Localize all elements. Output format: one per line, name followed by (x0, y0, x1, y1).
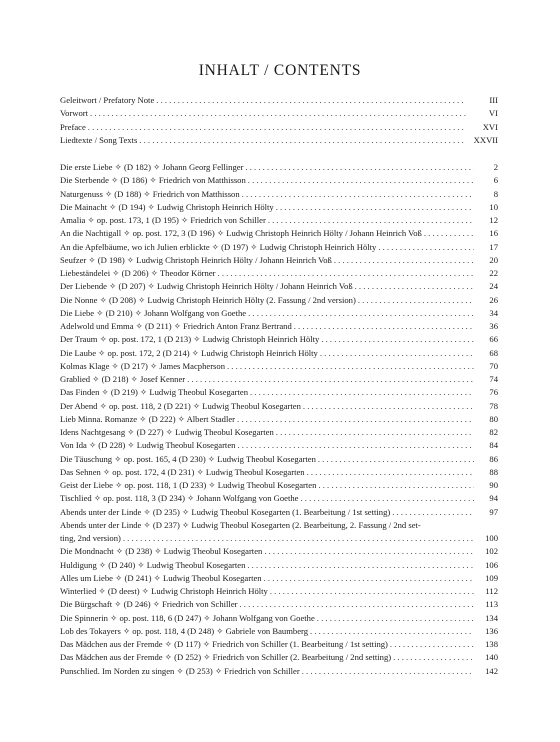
entry-title: Das Sehnen ✧ op. post. 172, 4 (D 231) ✧ Ludwig Theobul Kosegarten (60, 466, 305, 477)
entry-title: Seufzer ✧ (D 198) ✧ Ludwig Christoph Heinrich Hölty / Johann Heinrich Voß (60, 254, 332, 265)
page-number: 36 (489, 321, 498, 331)
dot-leader (276, 426, 474, 439)
toc-entry (60, 506, 498, 519)
page-number: 78 (489, 400, 498, 411)
toc-entry (60, 598, 498, 611)
toc-entry (60, 453, 498, 466)
dot-leader (355, 280, 474, 293)
entry-title: Liebeständelei ✧ (D 206) ✧ Theodor Körner (60, 268, 216, 278)
page-number: 94 (489, 493, 498, 504)
dot-leader (247, 559, 474, 572)
page-number: 113 (485, 599, 498, 610)
entry-title: Alles um Liebe ✧ (D 241) ✧ Ludwig Theobul Kosegarten (60, 572, 262, 583)
entry-title: Preface (60, 121, 86, 132)
page-number: 112 (485, 586, 498, 596)
dot-leader (218, 267, 474, 280)
toc-entry (60, 638, 498, 651)
entry-title: Vorwort (60, 108, 89, 119)
toc-entry (60, 400, 498, 413)
page-number: 20 (489, 254, 498, 265)
toc-entry (60, 651, 498, 664)
page-number: 16 (489, 228, 498, 239)
toc-entry (60, 625, 498, 638)
entry-title: Die Mainacht ✧ (D 194) ✧ Ludwig Christoph Heinrich Hölty (60, 201, 274, 212)
page-number: 6 (493, 175, 498, 186)
entry-title: Punschlied. Im Norden zu singen ✧ (D 253) ✧ Friedrich von Schiller (60, 665, 300, 676)
page-number: 2 (493, 162, 498, 172)
dot-leader (424, 227, 474, 240)
dot-leader (270, 585, 474, 598)
entry-title: Die erste Liebe ✧ (D 182) ✧ Johann Georg Fellinger (60, 162, 244, 172)
dot-leader (310, 625, 474, 638)
page-number: 100 (485, 533, 498, 543)
dot-leader (123, 532, 474, 545)
page-number: 34 (489, 307, 498, 318)
entry-title: Von Ida ✧ (D 228) ✧ Ludwig Theobul Kosegarten (60, 440, 236, 451)
toc-entry (60, 492, 498, 505)
dot-leader (321, 333, 474, 346)
dot-leader (294, 320, 474, 333)
entry-title: Der Traum ✧ op. post. 172, 1 (D 213) ✧ Ludwig Christoph Heinrich Hölty (60, 334, 320, 345)
toc-entry (60, 413, 498, 426)
toc-entry (60, 479, 498, 492)
dot-leader (264, 572, 474, 585)
dot-leader (88, 121, 466, 134)
toc-entry (60, 254, 498, 267)
entry-title: Geist der Liebe ✧ op. post. 118, 1 (D 233) ✧ Ludwig Theobul Kosegarten (60, 480, 317, 490)
toc-entry (60, 386, 498, 399)
dot-leader (248, 307, 474, 320)
toc-entry (60, 94, 498, 107)
page-number: 24 (489, 281, 498, 292)
entry-title: Abends unter der Linde ✧ (D 237) ✧ Ludwig Theobul Kosegarten (2. Bearbeitung, 2. Fassung / 2nd set- (60, 519, 421, 530)
toc-entry (60, 161, 498, 174)
toc-entry (60, 532, 498, 545)
toc-entry (60, 347, 498, 360)
entry-title: An die Nachtigall ✧ op. post. 172, 3 (D 196) ✧ Ludwig Christoph Heinrich Hölty / Johann Heinrich Voß (60, 228, 422, 239)
toc-entry (60, 559, 498, 572)
page-number: XXVII (473, 134, 498, 145)
entry-title: Der Abend ✧ op. post. 118, 2 (D 221) ✧ Ludwig Theobul Kosegarten (60, 400, 301, 411)
dot-leader (334, 254, 474, 267)
toc-entry (60, 466, 498, 479)
dot-leader (303, 400, 474, 413)
dot-leader (264, 545, 474, 558)
toc-entry (60, 665, 498, 678)
entry-title: Die Nonne ✧ (D 208) ✧ Ludwig Christoph Heinrich Hölty (2. Fassung / 2nd version) (60, 294, 356, 305)
toc-entry (60, 307, 498, 320)
entry-title: Abends unter der Linde ✧ (D 235) ✧ Ludwig Theobul Kosegarten (1. Bearbeitung / 1st setting) (60, 506, 391, 517)
toc-entry (60, 267, 498, 280)
dot-leader (227, 360, 474, 373)
entry-title: Die Laube ✧ op. post. 172, 2 (D 214) ✧ Ludwig Christoph Heinrich Hölty (60, 347, 318, 358)
dot-leader (276, 201, 474, 214)
toc-entry (60, 107, 498, 120)
page-number: 82 (489, 427, 498, 437)
dot-leader (268, 214, 474, 227)
entry-title: Winterlied ✧ (D deest) ✧ Ludwig Christoph Heinrich Hölty (60, 586, 268, 596)
entry-title: Liedtexte / Song Texts (60, 134, 138, 145)
dot-leader (300, 492, 474, 505)
dot-leader (90, 107, 466, 120)
page-number: 138 (485, 639, 498, 649)
page-number: 68 (489, 347, 498, 358)
front-matter-list (60, 94, 498, 147)
toc-entry (60, 134, 498, 147)
page-number: 88 (489, 466, 498, 477)
toc-entry (60, 241, 498, 254)
dot-leader (317, 612, 474, 625)
entry-title: Idens Nachtgesang ✧ (D 227) ✧ Ludwig Theobul Kosegarten (60, 427, 274, 437)
entry-title: Geleitwort / Prefatory Note (60, 95, 155, 105)
toc-entry (60, 174, 498, 187)
toc-entry (60, 294, 498, 307)
entry-title: Lieb Minna. Romanze ✧ (D 222) ✧ Albert Stadler (60, 413, 236, 424)
toc-entry (60, 333, 498, 346)
page-number: 12 (489, 215, 498, 225)
dot-leader (318, 453, 474, 466)
page-number: 109 (485, 572, 498, 583)
entry-title: Kolmas Klage ✧ (D 217) ✧ James Macpherson (60, 360, 225, 371)
entry-title: Die Spinnerin ✧ op. post. 118, 6 (D 247) ✧ Johann Wolfgang von Goethe (60, 612, 315, 623)
toc-entry (60, 227, 498, 240)
entry-title: Grablied ✧ (D 218) ✧ Josef Kenner (60, 374, 186, 384)
entry-title: Huldigung ✧ (D 240) ✧ Ludwig Theobul Kosegarten (60, 559, 246, 570)
page-number: 106 (485, 559, 498, 570)
page-number: 136 (485, 625, 498, 636)
dot-leader (237, 439, 474, 452)
dot-leader (390, 638, 474, 651)
toc-entry (60, 572, 498, 585)
entry-title: Die Liebe ✧ (D 210) ✧ Johann Wolfgang von Goethe (60, 307, 247, 318)
toc-entry (60, 188, 498, 201)
toc-entry (60, 320, 498, 333)
dot-leader (156, 94, 466, 107)
contents-list (60, 161, 498, 678)
entry-title: Lob des Tokayers ✧ op. post. 118, 4 (D 248) ✧ Gabriele von Baumberg (60, 625, 309, 636)
dot-leader (307, 466, 474, 479)
entry-title: Das Mädchen aus der Fremde ✧ (D 117) ✧ Friedrich von Schiller (1. Bearbeitung / 1st setting) (60, 639, 388, 649)
page-number: 102 (485, 546, 498, 557)
page-number: 70 (489, 360, 498, 371)
entry-title: Naturgenuss ✧ (D 188) ✧ Friedrich von Matthisson (60, 188, 240, 199)
entry-title: Adelwold und Emma ✧ (D 211) ✧ Friedrich Anton Franz Bertrand (60, 321, 292, 331)
entry-title: Das Mädchen aus der Fremde ✧ (D 252) ✧ Friedrich von Schiller (2. Bearbeitung / 2nd setting) (60, 652, 392, 663)
entry-title: ting, 2nd version) (60, 533, 121, 543)
page-number: 97 (489, 506, 498, 517)
toc-entry (60, 545, 498, 558)
page-number: 74 (489, 374, 498, 384)
dot-leader (187, 373, 474, 386)
entry-title: Der Liebende ✧ (D 207) ✧ Ludwig Christoph Heinrich Hölty / Johann Heinrich Voß (60, 281, 353, 292)
page-number: 10 (489, 201, 498, 212)
toc-entry (60, 612, 498, 625)
entry-title: Die Täuschung ✧ op. post. 165, 4 (D 230) ✧ Ludwig Theobul Kosegarten (60, 453, 316, 464)
toc-entry (60, 360, 498, 373)
page-number: XVI (482, 121, 498, 132)
page-number: 66 (489, 334, 498, 345)
page-number: 142 (485, 665, 498, 676)
dot-leader (320, 347, 474, 360)
entry-title: Die Bürgschaft ✧ (D 246) ✧ Friedrich von Schiller (60, 599, 238, 610)
dot-leader (248, 174, 474, 187)
page-number: 134 (485, 612, 498, 623)
dot-leader (240, 598, 475, 611)
toc-entry (60, 519, 498, 532)
page-number: 26 (489, 294, 498, 305)
toc-entry (60, 439, 498, 452)
page-number: 80 (489, 413, 498, 424)
entry-title: Tischlied ✧ op. post. 118, 3 (D 234) ✧ Johann Wolfgang von Goethe (60, 493, 299, 504)
dot-leader (242, 188, 474, 201)
toc-entry (60, 201, 498, 214)
page-number: 140 (485, 652, 498, 663)
page-number: 90 (489, 480, 498, 490)
dot-leader (250, 386, 474, 399)
dot-leader (318, 479, 474, 492)
page-title: INHALT / CONTENTS (198, 62, 362, 79)
toc-entry (60, 373, 498, 386)
dot-leader (237, 413, 474, 426)
page-number: 8 (493, 188, 498, 199)
toc-entry (60, 426, 498, 439)
toc-entry (60, 280, 498, 293)
page-number: III (489, 95, 498, 105)
dot-leader (392, 506, 474, 519)
dot-leader (358, 294, 474, 307)
dot-leader (393, 651, 474, 664)
entry-title: Die Sterbende ✧ (D 186) ✧ Friedrich von Matthisson (60, 175, 246, 186)
toc-entry (60, 214, 498, 227)
dot-leader (378, 241, 474, 254)
page-number: VI (488, 108, 498, 119)
page-number: 86 (489, 453, 498, 464)
entry-title: Die Mondnacht ✧ (D 238) ✧ Ludwig Theobul Kosegarten (60, 546, 263, 557)
page-number: 17 (489, 241, 498, 252)
entry-title: An die Apfelbäume, wo ich Julien erblickte ✧ (D 197) ✧ Ludwig Christoph Heinrich Hölty (60, 241, 377, 252)
entry-title: Amalia ✧ op. post. 173, 1 (D 195) ✧ Friedrich von Schiller (60, 215, 266, 225)
toc-entry (60, 121, 498, 134)
page-number: 22 (489, 268, 498, 278)
entry-title: Das Finden ✧ (D 219) ✧ Ludwig Theobul Kosegarten (60, 387, 248, 398)
toc-entry (60, 585, 498, 598)
dot-leader (245, 161, 474, 174)
page-number: 76 (489, 387, 498, 398)
page-number: 84 (489, 440, 498, 451)
dot-leader (302, 665, 474, 678)
dot-leader (139, 134, 466, 147)
